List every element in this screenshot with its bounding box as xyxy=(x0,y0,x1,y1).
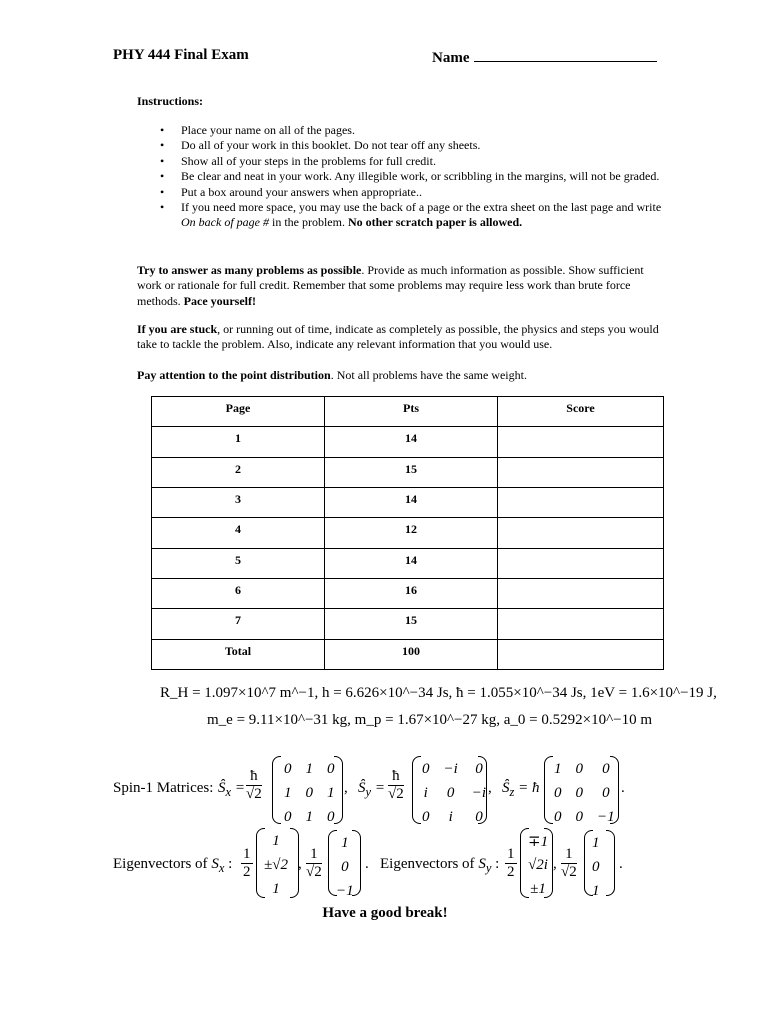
eigen-sy-label: Eigenvectors of $S_y$ : xyxy=(380,856,500,875)
vector-sx-1: 1 ±√2 1 xyxy=(264,832,288,897)
table-row: 6 16 xyxy=(152,578,664,608)
name-field[interactable] xyxy=(432,47,657,67)
paragraph-points: Pay attention to the point distribution. Not all problems have the same weight. xyxy=(137,368,527,382)
sz-symbol: $Ŝ_z$ = ħ xyxy=(502,780,540,799)
list-item: • Do all of your work in this booklet. Do not tear off any sheets. xyxy=(160,138,481,153)
matrix-sx: 0 1 0 1 0 1 0 1 0 xyxy=(284,760,335,825)
table-row: 7 15 xyxy=(152,609,664,639)
list-item: • Be clear and neat in your work. Any illegible work, or scribbling in the margins, will not be graded. xyxy=(160,169,660,184)
score-cell[interactable] xyxy=(498,487,664,517)
score-cell[interactable] xyxy=(498,427,664,457)
table-row: 2 15 xyxy=(152,457,664,487)
constants-line-1: R_H = 1.097×10^7 m^−1, h = 6.626×10^−34 Js, ħ = 1.055×10^−34 Js, 1eV = 1.6×10^−19 J, xyxy=(160,685,717,701)
list-item: • Place your name on all of the pages. xyxy=(160,123,355,137)
list-item: • Put a box around your answers when appropriate.. xyxy=(160,184,422,199)
score-cell[interactable] xyxy=(498,609,664,639)
right-paren xyxy=(352,830,361,896)
score-cell[interactable] xyxy=(498,457,664,487)
right-paren xyxy=(544,828,553,898)
list-item: • Show all of your steps in the problems for full credit. xyxy=(160,153,436,168)
column-header: Pts xyxy=(325,397,498,427)
score-table xyxy=(151,396,664,670)
inv-root2-fraction: $\frac{1}{√2}$ xyxy=(306,846,322,880)
right-paren xyxy=(606,830,615,896)
right-paren xyxy=(478,756,487,824)
column-header: Score xyxy=(498,397,664,427)
vector-sy-1: ∓1 √2i ±1 xyxy=(528,833,549,897)
sx-symbol: $Ŝ_x$ = xyxy=(218,780,245,799)
instructions-list xyxy=(160,123,670,231)
half-fraction: $\frac{1}{2}$ xyxy=(507,846,515,880)
column-header: Page xyxy=(152,397,325,427)
instructions-title: Instructions: xyxy=(137,94,204,108)
score-cell[interactable] xyxy=(498,518,664,548)
hbar-over-root2: $\frac{ħ}{√2}$ xyxy=(246,768,262,802)
spin-matrices-label: Spin-1 Matrices: xyxy=(113,780,214,796)
hbar-over-root2: $\frac{ħ}{√2}$ xyxy=(388,768,404,802)
table-header-row xyxy=(152,397,664,427)
name-label: Name xyxy=(432,50,470,66)
sy-symbol: $Ŝ_y$ = xyxy=(358,780,385,799)
matrix-sy: 0 −i 0 i 0 −i 0 i 0 xyxy=(422,760,487,825)
table-row: 5 14 xyxy=(152,548,664,578)
list-item: • If you need more space, you may use the back of a page or the extra sheet on the last page and write On back of page # in the problem. No other scratch paper is allowed. xyxy=(160,200,662,230)
eigen-sx-label: Eigenvectors of $S_x$ : xyxy=(113,856,233,875)
score-cell[interactable] xyxy=(498,639,664,669)
vector-sx-2: 1 0 −1 xyxy=(336,834,354,899)
paragraph-try: Try to answer as many problems as possible. Provide as much information as possible. Show sufficient work or rationale for full credit. Remember that some problems may require less work than brute force methods. Pace yourself! xyxy=(137,263,644,308)
exam-title: PHY 444 Final Exam xyxy=(113,47,249,63)
closing-message: Have a good break! xyxy=(322,905,448,921)
half-fraction: $\frac{1}{2}$ xyxy=(243,846,251,880)
name-line[interactable] xyxy=(474,47,657,62)
vector-sy-2: 1 0 1 xyxy=(592,834,600,899)
table-row: 1 14 xyxy=(152,427,664,457)
score-cell[interactable] xyxy=(498,548,664,578)
matrix-sz: 1 0 0 0 0 0 0 0 −1 xyxy=(554,760,615,825)
table-row: 4 12 xyxy=(152,518,664,548)
inv-root2-fraction: $\frac{1}{√2}$ xyxy=(561,846,577,880)
score-cell[interactable] xyxy=(498,578,664,608)
table-total-row: Total 100 xyxy=(152,639,664,669)
paragraph-stuck: If you are stuck, or running out of time, indicate as completely as possible, the physics and steps you would take to tackle the problem. Also, indicate any relevant information that you would use. xyxy=(137,322,659,352)
constants-line-2: m_e = 9.11×10^−31 kg, m_p = 1.67×10^−27 kg, a_0 = 0.5292×10^−10 m xyxy=(207,712,653,728)
table-row: 3 14 xyxy=(152,487,664,517)
right-paren xyxy=(334,756,343,824)
right-paren xyxy=(610,756,619,824)
